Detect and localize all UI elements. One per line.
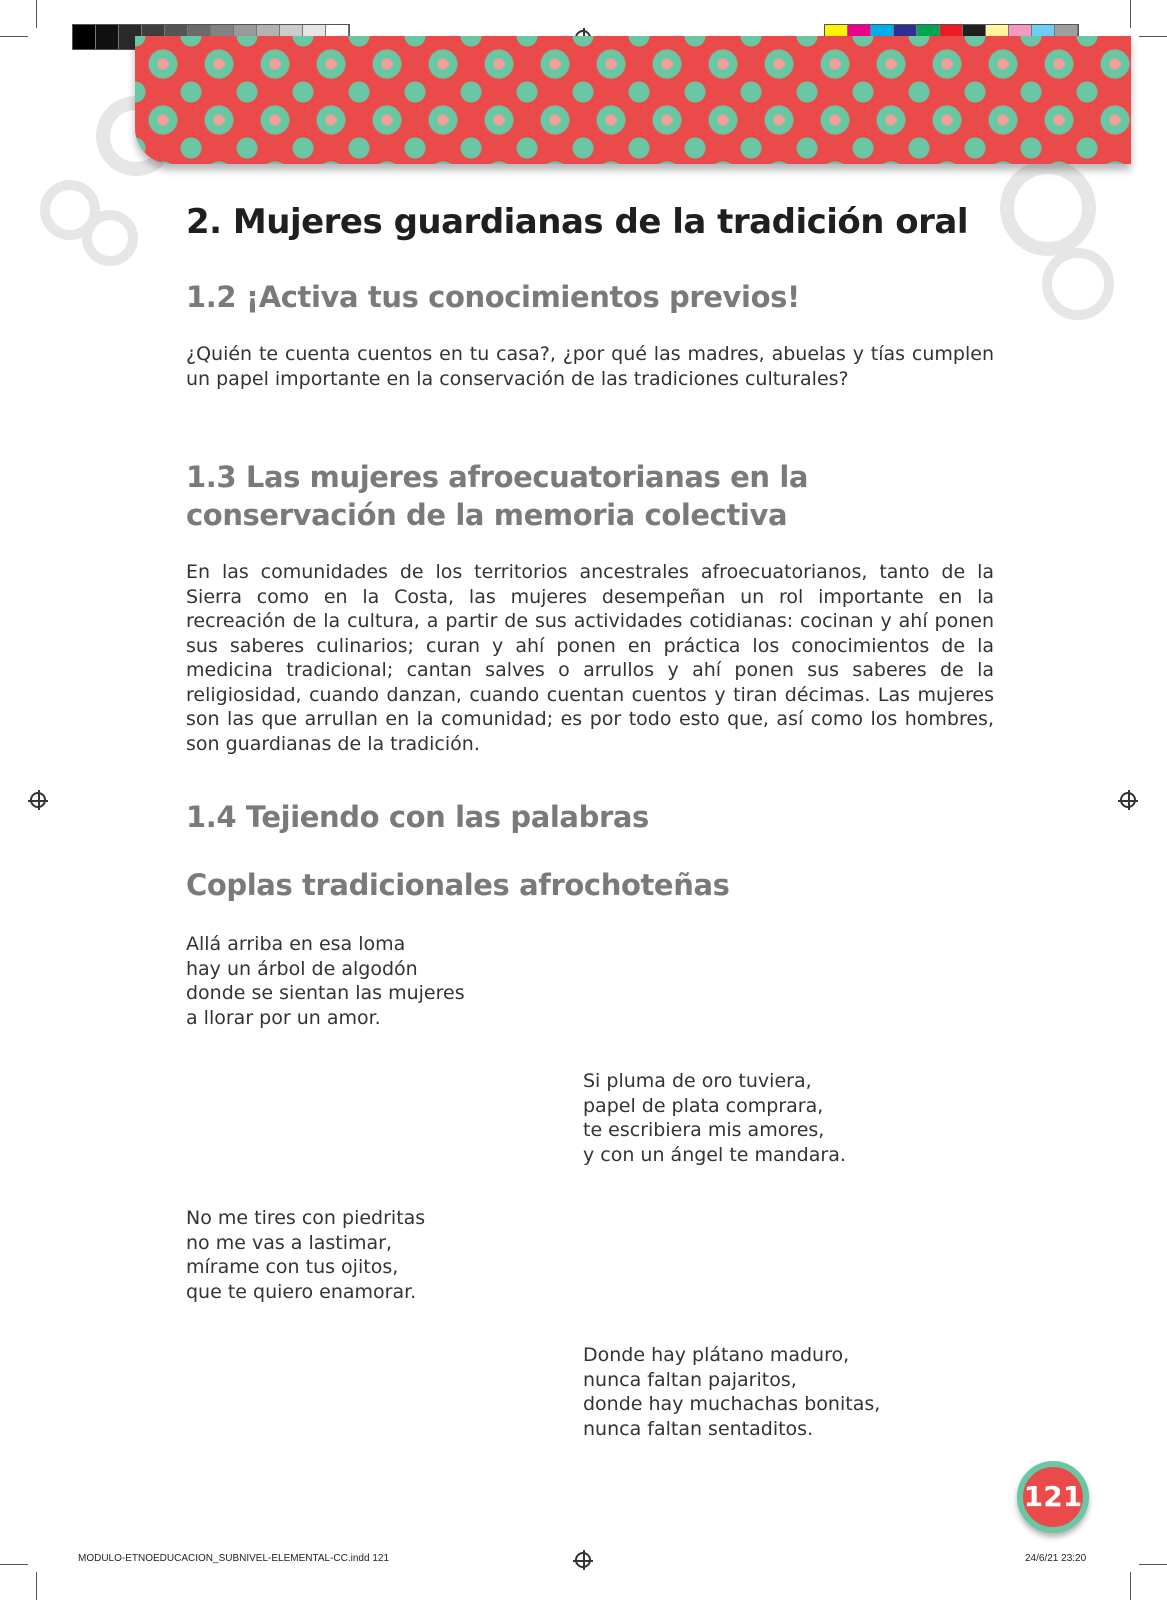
- footer-filename: MODULO-ETNOEDUCACION_SUBNIVEL-ELEMENTAL-CC.indd 121: [78, 1553, 390, 1564]
- registration-mark: [575, 1552, 591, 1568]
- section-title: 2. Mujeres guardianas de la tradición oral: [186, 202, 969, 242]
- registration-mark: [1120, 792, 1136, 808]
- crop-mark: [1139, 36, 1167, 37]
- heading-1-2: 1.2 ¡Activa tus conocimientos previos!: [186, 280, 800, 314]
- crop-mark: [1130, 0, 1131, 28]
- crop-mark: [0, 36, 28, 37]
- heading-1-4: 1.4 Tejiendo con las palabras: [186, 800, 649, 834]
- crop-mark: [1130, 1572, 1131, 1600]
- copla-2: Si pluma de oro tuviera, papel de plata comprara, te escribiera mis amores, y con un ángel te mandara.: [583, 1070, 846, 1166]
- heading-1-3: 1.3 Las mujeres afroecuatorianas en la conservación de la memoria colectiva: [186, 460, 809, 532]
- copla-1: Allá arriba en esa loma hay un árbol de algodón donde se sientan las mujeres a llorar por un amor.: [186, 933, 465, 1029]
- paragraph-1-2: ¿Quién te cuenta cuentos en tu casa?, ¿por qué las madres, abuelas y tías cumplen un papel importante en la conservación de las tradiciones culturales?: [186, 343, 994, 390]
- coplas-subheading: Coplas tradicionales afrochoteñas: [186, 868, 730, 902]
- decorative-swirl: [1000, 160, 1096, 256]
- decorative-swirl: [82, 210, 138, 266]
- copla-4: Donde hay plátano maduro, nunca faltan pajaritos, donde hay muchachas bonitas, nunca faltan sentaditos.: [583, 1344, 881, 1440]
- footer-datetime: 24/6/21 23:20: [1025, 1553, 1087, 1564]
- color-swatch: [96, 25, 119, 49]
- decorative-swirl: [1042, 248, 1114, 320]
- crop-mark: [36, 0, 37, 28]
- page-number-badge: 121: [1017, 1461, 1089, 1533]
- copla-3: No me tires con piedritas no me vas a lastimar, mírame con tus ojitos, que te quiero enamorar.: [186, 1207, 426, 1303]
- crop-mark: [36, 1572, 37, 1600]
- crop-mark: [1139, 1564, 1167, 1565]
- registration-mark: [30, 792, 46, 808]
- patterned-banner: [135, 36, 1131, 164]
- paragraph-1-3: En las comunidades de los territorios ancestrales afroecuatorianos, tanto de la Sierra como en la Costa, las mujeres desempeñan un rol importante en la recreación de la cultura, a partir de sus actividades cotidianas: cocinan y ahí ponen sus saberes culinarios; curan y ahí ponen en práctica los conocimientos de la medicina tradicional; cantan salves o arrullos y ahí ponen sus saberes de la religiosidad, cuando danzan, cuando cuentan cuentos y tiran décimas. Las mujeres son las que arrullan en la comunidad; es por todo esto que, así como los hombres, son guardianas de la tradición.: [186, 561, 994, 755]
- color-swatch: [73, 25, 96, 49]
- crop-mark: [0, 1564, 28, 1565]
